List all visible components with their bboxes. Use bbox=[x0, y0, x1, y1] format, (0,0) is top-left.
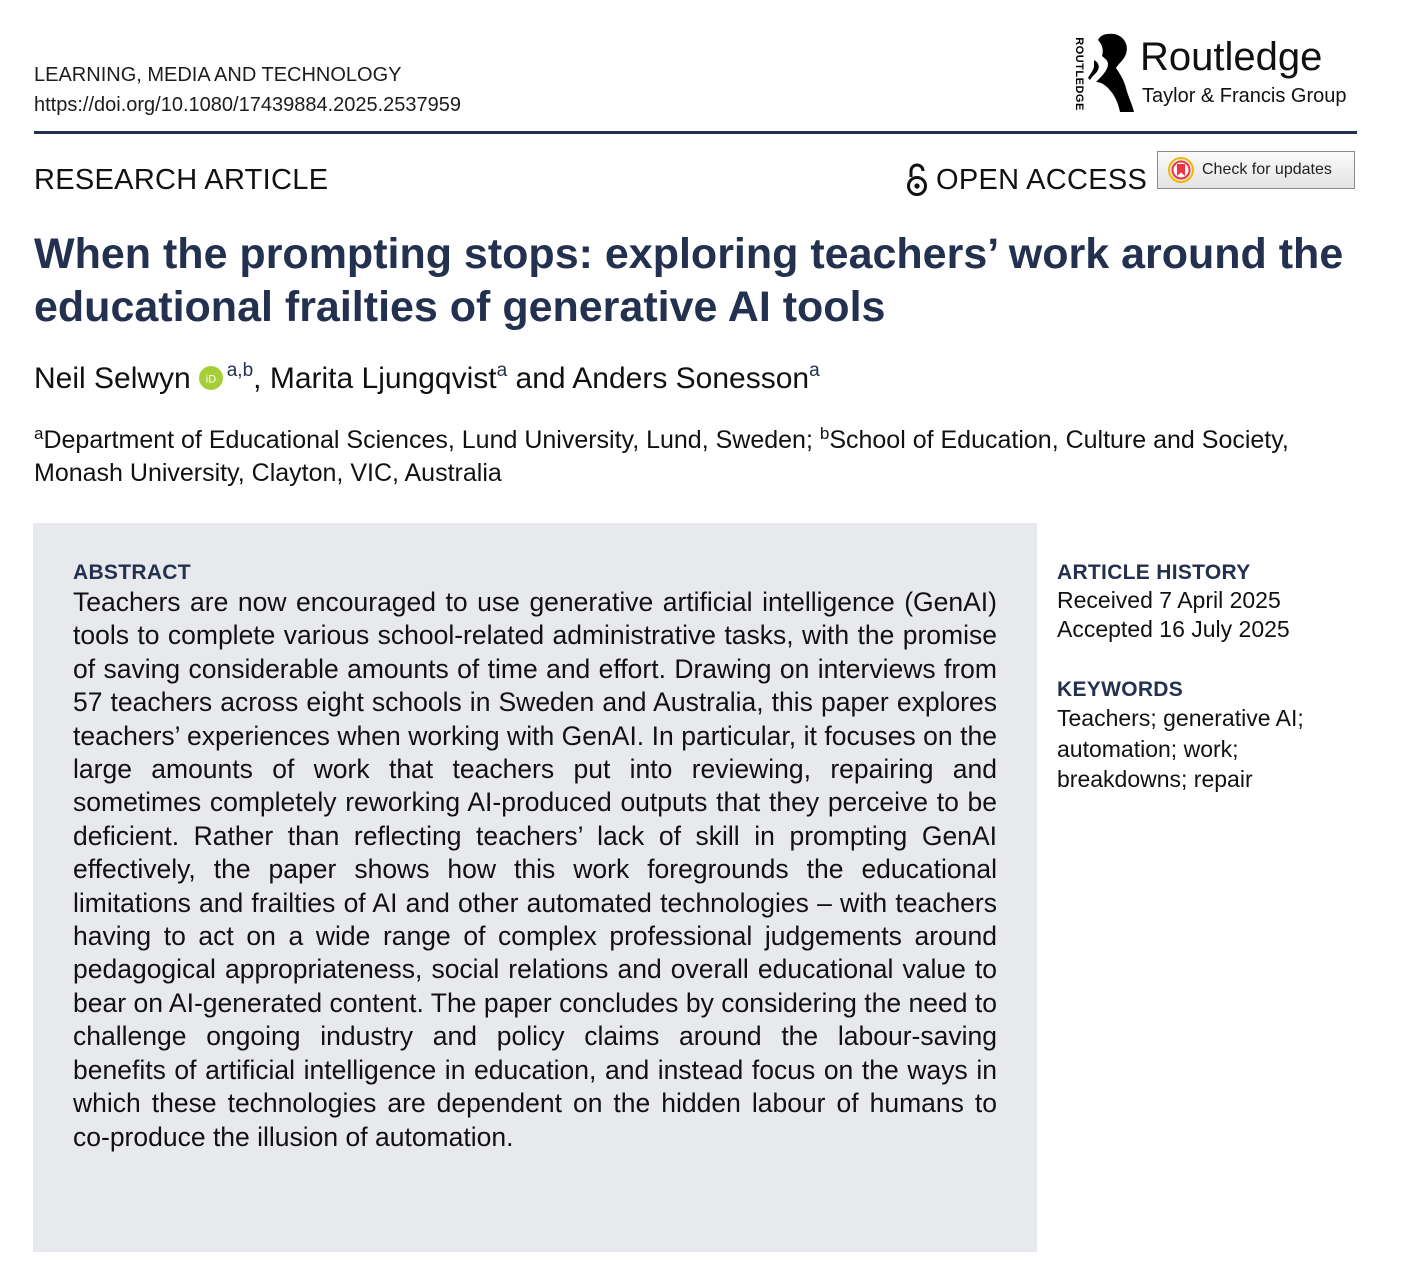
keyword-line: Teachers; generative AI; bbox=[1057, 705, 1304, 731]
author-affil-sup[interactable]: a bbox=[496, 360, 508, 381]
keywords-heading: KEYWORDS bbox=[1057, 678, 1184, 701]
routledge-head-icon bbox=[1086, 30, 1136, 114]
logo-vertical-text: ROUTLEDGE bbox=[1072, 37, 1085, 111]
orcid-icon[interactable] bbox=[199, 360, 223, 402]
affiliations bbox=[34, 424, 1364, 490]
publisher-name: Routledge bbox=[1140, 35, 1323, 79]
orcid-icon-label: iD bbox=[205, 373, 216, 386]
article-title: When the prompting stops: exploring teachers’ work around the educational frailties of generative AI tools bbox=[34, 230, 1344, 331]
affil-text: Department of Educational Sciences, Lund University, Lund, Sweden; bbox=[43, 426, 820, 454]
author-list bbox=[34, 358, 820, 402]
article-history bbox=[1057, 560, 1290, 644]
keyword-line: breakdowns; repair bbox=[1057, 766, 1253, 792]
history-heading: ARTICLE HISTORY bbox=[1057, 561, 1251, 584]
affil-text: School of Education, Culture and Society, Monash University, Clayton, VIC, Australia bbox=[34, 426, 1289, 487]
open-access-badge bbox=[906, 160, 1147, 200]
journal-name: LEARNING, MEDIA AND TECHNOLOGY bbox=[34, 64, 402, 86]
received-date: Received 7 April 2025 bbox=[1057, 587, 1281, 613]
author-name[interactable]: Neil Selwyn bbox=[34, 362, 191, 395]
open-lock-icon bbox=[906, 163, 928, 197]
article-type: RESEARCH ARTICLE bbox=[34, 164, 329, 196]
open-access-label: OPEN ACCESS bbox=[936, 163, 1148, 196]
routledge-logo[interactable] bbox=[1066, 30, 1366, 116]
accepted-date: Accepted 16 July 2025 bbox=[1057, 616, 1290, 642]
affil-sup: a bbox=[34, 424, 44, 443]
author-separator: , bbox=[253, 362, 270, 395]
crossmark-icon bbox=[1168, 157, 1194, 183]
abstract-heading: ABSTRACT bbox=[73, 561, 191, 584]
journal-header bbox=[34, 60, 461, 120]
author-separator: and bbox=[507, 362, 573, 395]
check-for-updates-label: Check for updates bbox=[1202, 161, 1332, 178]
publisher-group: Taylor & Francis Group bbox=[1142, 85, 1347, 107]
keywords bbox=[1057, 677, 1357, 795]
affil-sup: b bbox=[819, 424, 830, 443]
doi-link[interactable]: https://doi.org/10.1080/17439884.2025.2537959 bbox=[34, 94, 462, 116]
author-affil-sup[interactable]: a bbox=[809, 360, 820, 381]
keyword-line: automation; work; bbox=[1057, 735, 1239, 762]
header-rule bbox=[34, 131, 1357, 134]
abstract-text: Teachers are now encouraged to use generative artificial intelligence (GenAI) tools to complete various school-related administrative tasks, with the promise of saving considerable amounts of time and effort. Drawing on interviews from 57 teachers across eight schools in Sweden and Australia, this paper explores teachers’ experiences when working with GenAI. In particular, it focuses on the large amounts of work that teachers put into reviewing, repairing and sometimes completely reworking AI-produced outputs that they perceive to be deficient. Rather than reflecting teachers’ lack of skill in prompting GenAI effectively, the paper shows how this work foregrounds the educational limitations and frailties of AI and other automated technologies – with teachers having to act on a wide range of complex professional judgements around pedagogical appropriateness, social relations and overall educational value to bear on AI-generated content. The paper concludes by considering the need to challenge ongoing industry and policy claims around the labour-saving benefits of artificial intelligence in education, and instead focus on the ways in which these technologies are dependent on the hidden labour of humans to co-produce the illusion of automation. bbox=[73, 587, 997, 1152]
author-name[interactable]: Marita Ljungqvist bbox=[269, 362, 497, 395]
check-for-updates-button[interactable] bbox=[1157, 151, 1355, 189]
author-name[interactable]: Anders Sonesson bbox=[572, 362, 810, 395]
author-affil-sup[interactable]: a,b bbox=[226, 360, 254, 381]
